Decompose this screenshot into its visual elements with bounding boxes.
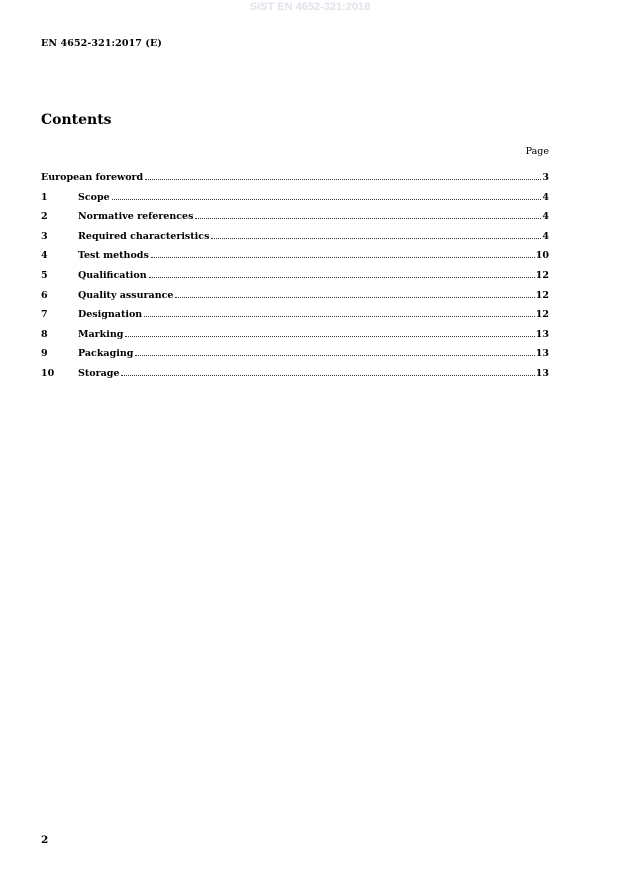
toc-entry-page: 13 bbox=[535, 348, 549, 360]
toc-entry-title: Designation bbox=[78, 309, 143, 321]
toc-entry-number: 8 bbox=[41, 328, 48, 340]
watermark: SIST EN 4652-321:2018 bbox=[249, 1, 371, 13]
toc-entry-quality-assurance[interactable] bbox=[41, 289, 549, 309]
toc-entry-page: 13 bbox=[535, 367, 549, 379]
toc-entry-number: 4 bbox=[41, 250, 48, 262]
toc-entry-designation[interactable] bbox=[41, 308, 549, 328]
toc-leader-dots bbox=[121, 374, 534, 376]
toc-leader-dots bbox=[125, 335, 534, 337]
toc-entry-title: Scope bbox=[78, 191, 110, 203]
toc-entry-number: 2 bbox=[41, 211, 48, 223]
toc-leader-dots bbox=[112, 198, 542, 200]
toc-entry-page: 12 bbox=[535, 289, 549, 301]
toc-entry-number: 10 bbox=[41, 367, 55, 379]
contents-heading: Contents bbox=[41, 112, 112, 128]
toc-leader-dots bbox=[175, 296, 534, 298]
toc-entry-page: 10 bbox=[535, 250, 549, 262]
toc-entry-number: 9 bbox=[41, 348, 48, 360]
page-number: 2 bbox=[41, 834, 49, 846]
toc-entry-title: Test methods bbox=[78, 250, 149, 262]
toc-entry-page: 12 bbox=[535, 269, 549, 281]
toc-entry-page: 12 bbox=[535, 309, 549, 321]
toc-leader-dots bbox=[135, 354, 534, 356]
document-identifier: EN 4652-321:2017 (E) bbox=[41, 38, 162, 49]
toc-entry-title: European foreword bbox=[41, 172, 144, 183]
toc-entry-number: 5 bbox=[41, 269, 48, 281]
toc-entry-title: Qualification bbox=[78, 269, 147, 281]
toc-entry-title: Normative references bbox=[78, 211, 194, 223]
toc-entry-title: Packaging bbox=[78, 348, 134, 360]
toc-leader-dots bbox=[149, 276, 535, 278]
toc-entry-title: Marking bbox=[78, 328, 124, 340]
toc-entry-number: 1 bbox=[41, 191, 48, 203]
toc-entry-storage[interactable] bbox=[41, 367, 549, 387]
toc-entry-page: 4 bbox=[542, 191, 549, 203]
toc-entry-number: 3 bbox=[41, 230, 48, 242]
toc-entry-page: 4 bbox=[542, 230, 549, 242]
toc-leader-dots bbox=[195, 217, 541, 219]
toc-entry-title: Required characteristics bbox=[78, 230, 210, 242]
toc-leader-dots bbox=[144, 315, 535, 317]
toc-entry-number: 7 bbox=[41, 309, 48, 321]
toc-entry-title: Quality assurance bbox=[78, 289, 174, 301]
table-of-contents bbox=[41, 171, 549, 387]
toc-entry-required-characteristics[interactable] bbox=[41, 230, 549, 250]
toc-entry-foreword[interactable] bbox=[41, 171, 549, 191]
toc-leader-dots bbox=[145, 178, 541, 180]
toc-entry-scope[interactable] bbox=[41, 191, 549, 211]
toc-leader-dots bbox=[151, 256, 535, 258]
toc-entry-number: 6 bbox=[41, 289, 48, 301]
toc-leader-dots bbox=[211, 237, 541, 239]
toc-entry-page: 3 bbox=[542, 172, 549, 183]
toc-entry-marking[interactable] bbox=[41, 328, 549, 348]
toc-entry-qualification[interactable] bbox=[41, 269, 549, 289]
toc-entry-page: 4 bbox=[542, 211, 549, 223]
toc-entry-packaging[interactable] bbox=[41, 347, 549, 367]
toc-entry-page: 13 bbox=[535, 328, 549, 340]
toc-entry-normative-references[interactable] bbox=[41, 210, 549, 230]
toc-entry-title: Storage bbox=[78, 367, 120, 379]
page-column-label: Page bbox=[525, 146, 549, 157]
toc-entry-test-methods[interactable] bbox=[41, 249, 549, 269]
